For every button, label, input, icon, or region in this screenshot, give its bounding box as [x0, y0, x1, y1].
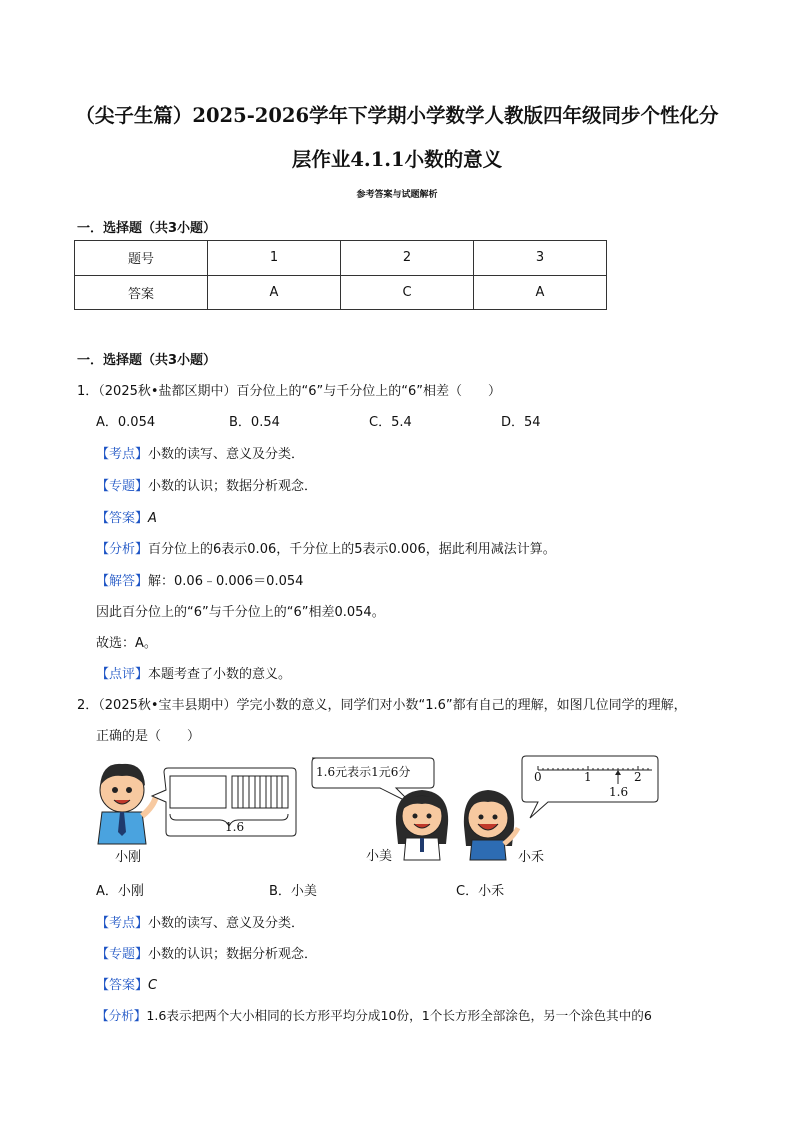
name-xiaomei: 小美	[366, 849, 393, 864]
jieda-tag: 【解答】	[96, 574, 149, 589]
fenxi-text: 1.6表示把两个大小相同的长方形平均分成10份，1个长方形全部涂色，另一个涂色其中的6	[146, 1008, 652, 1023]
name-xiaohe: 小禾	[518, 850, 545, 865]
girl-xiaohe-illustration	[464, 790, 518, 860]
zhuanti-text: 小数的认识；数据分析观念．	[148, 479, 318, 494]
q2-option-c: C．小禾	[456, 884, 505, 899]
daan-text: A	[148, 511, 157, 526]
answer-table	[74, 240, 607, 310]
table-cell: 答案	[75, 275, 208, 310]
kaodian-tag: 【考点】	[96, 916, 149, 931]
kaodian-text: 小数的读写、意义及分类．	[148, 447, 305, 462]
table-cell: 1	[208, 241, 341, 276]
daan-text: C	[148, 978, 158, 993]
fenxi-tag: 【分析】	[96, 542, 149, 557]
doc-subtitle: 参考答案与试题解析	[356, 190, 438, 200]
zhuanti-text: 小数的认识；数据分析观念．	[148, 947, 318, 962]
q1-stem: 1．（2025秋•盐都区期中）百分位上的“6”与千分位上的“6”相差（ ）	[77, 384, 502, 399]
q2-fenxi	[96, 1005, 652, 1024]
daan-tag: 【答案】	[96, 511, 149, 526]
dianping-text: 本题考查了小数的意义。	[148, 667, 292, 682]
boy-xiaogang-illustration	[98, 764, 156, 844]
q2-daan	[96, 974, 157, 993]
q1-option-d: D．54	[501, 415, 541, 430]
q1-fenxi	[96, 538, 556, 557]
doc-title-line1: （尖子生篇）2025-2026学年下学期小学数学人教版四年级同步个性化分	[75, 104, 719, 127]
bubble-xiaogang	[152, 768, 296, 836]
q1-zhuanti	[96, 475, 317, 494]
kaodian-tag: 【考点】	[96, 447, 149, 462]
q1-conclusion: 因此百分位上的“6”与千分位上的“6”相差0.054。	[96, 605, 385, 620]
ruler-tick-0: 0	[534, 770, 542, 784]
bubble-xiaohe	[522, 756, 658, 818]
table-cell: 题号	[75, 241, 208, 276]
q2-zhuanti	[96, 943, 317, 962]
table-row	[75, 275, 607, 310]
q1-jieda	[96, 570, 303, 589]
fenxi-text: 百分位上的6表示0.06，千分位上的5表示0.006，据此利用减法计算。	[148, 542, 556, 557]
detail-section-heading: 一．选择题（共3小题）	[77, 353, 217, 368]
zhuanti-tag: 【专题】	[96, 947, 149, 962]
table-cell: A	[208, 275, 341, 310]
bubble2-text: 1.6元表示1元6分	[316, 765, 411, 779]
table-cell: A	[474, 275, 607, 310]
table-cell: C	[341, 275, 474, 310]
doc-title-line2: 层作业4.1.1小数的意义	[291, 148, 503, 171]
q1-choose: 故选：A。	[96, 636, 157, 651]
girl-xiaomei-illustration	[396, 790, 448, 860]
ruler-tick-2: 2	[634, 770, 642, 784]
q1-option-b: B．0.54	[229, 415, 280, 430]
name-xiaogang: 小刚	[115, 850, 142, 865]
kaodian-text: 小数的读写、意义及分类．	[148, 916, 305, 931]
answer-section-heading: 一．选择题（共3小题）	[77, 221, 217, 236]
q1-dianping	[96, 663, 291, 682]
table-row	[75, 241, 607, 276]
q2-stem-line2: 正确的是（ ）	[96, 729, 201, 744]
table-cell: 3	[474, 241, 607, 276]
q1-daan	[96, 507, 157, 526]
q2-kaodian	[96, 912, 304, 931]
table-cell: 2	[341, 241, 474, 276]
fenxi-tag: 【分析】	[96, 1008, 147, 1023]
q1-option-a: A．0.054	[96, 415, 156, 430]
ruler-mark: 1.6	[609, 785, 629, 799]
bubble1-label: 1.6	[225, 820, 245, 834]
jieda-text: 解：0.06﹣0.006＝0.054	[148, 574, 304, 589]
q2-option-a: A．小刚	[96, 884, 144, 899]
zhuanti-tag: 【专题】	[96, 479, 149, 494]
q1-option-c: C．5.4	[369, 415, 412, 430]
ruler-tick-1: 1	[584, 770, 592, 784]
q1-kaodian	[96, 443, 304, 462]
dianping-tag: 【点评】	[96, 667, 149, 682]
q2-stem-line1: 2．（2025秋•宝丰县期中）学完小数的意义，同学们对小数“1.6”都有自己的理解，如图几位同学的理解，	[77, 698, 687, 713]
q2-option-b: B．小美	[269, 884, 317, 899]
daan-tag: 【答案】	[96, 978, 149, 993]
